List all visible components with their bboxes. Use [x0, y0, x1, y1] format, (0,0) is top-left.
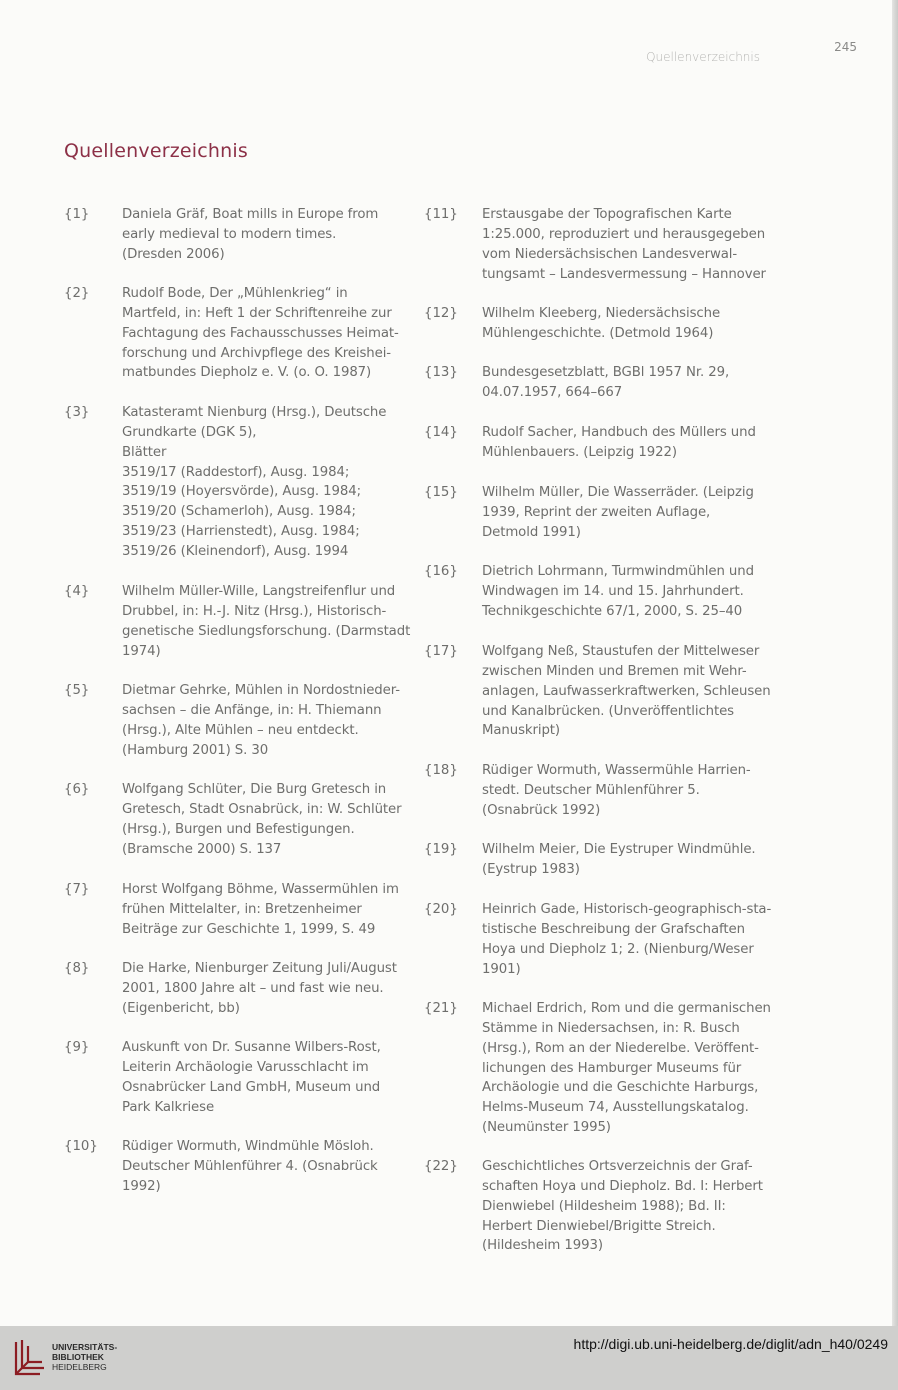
reference-text: Heinrich Gade, Historisch-geographisch-sta- tistische Beschreibung der Grafschaften Hoya und Diepholz 1; 2. (Nienburg/Weser 1901): [482, 902, 772, 977]
reference-number: {10}: [64, 1139, 98, 1154]
reference-number: {6}: [64, 782, 90, 797]
reference-number: {16}: [424, 564, 458, 579]
reference-number: {21}: [424, 1001, 458, 1016]
reference-text: Wilhelm Kleeberg, Niedersächsische Mühlengeschichte. (Detmold 1964): [482, 306, 721, 341]
reference-text: Rudolf Sacher, Handbuch des Müllers und Mühlenbauers. (Leipzig 1922): [482, 425, 756, 460]
reference-text: Rüdiger Wormuth, Wassermühle Harrien- stedt. Deutscher Mühlenführer 5. (Osnabrück 1992): [482, 763, 751, 818]
logo-line: BIBLIOTHEK: [52, 1352, 104, 1362]
reference-text: Wilhelm Meier, Die Eystruper Windmühle. (Eystrup 1983): [482, 842, 756, 877]
reference-number: {13}: [424, 365, 458, 380]
reference-text: Wolfgang Schlüter, Die Burg Gretesch in Gretesch, Stadt Osnabrück, in: W. Schlüter (Hrsg.), Burgen und Befestigungen. (Bramsche 2000) S. 137: [122, 782, 402, 857]
reference-number: {2}: [64, 286, 90, 301]
logo-line: UNIVERSITÄTS-: [52, 1342, 118, 1352]
reference-text: Michael Erdrich, Rom und die germanischen Stämme in Niedersachsen, in: R. Busch (Hrsg.), Rom an der Niederelbe. Veröffent- lichungen des Hamburger Museums für Archäologie und die Geschichte Harburgs, Helms-Museum 74, Ausstellungskatalog. (Neumünster 1995): [482, 1001, 771, 1136]
reference-number: {1}: [64, 207, 90, 222]
reference-text: Wilhelm Müller, Die Wasserräder. (Leipzig 1939, Reprint der zweiten Auflage, Detmold 1991): [482, 485, 754, 540]
reference-number: {19}: [424, 842, 458, 857]
library-logo-text: [52, 1342, 117, 1372]
reference-text: Auskunft von Dr. Susanne Wilbers-Rost, Leiterin Archäologie Varusschlacht im Osnabrücker Land GmbH, Museum und Park Kalkriese: [122, 1040, 381, 1115]
running-head: Quellenverzeichnis: [646, 50, 760, 64]
reference-number: {18}: [424, 763, 458, 778]
reference-number: {14}: [424, 425, 458, 440]
page-number: 245: [834, 40, 857, 54]
library-logo-icon: [12, 1336, 46, 1380]
page-title: Quellenverzeichnis: [64, 140, 248, 162]
reference-number: {17}: [424, 644, 458, 659]
footer-bar: [0, 1326, 898, 1390]
reference-text: Rüdiger Wormuth, Windmühle Mösloh. Deutscher Mühlenführer 4. (Osnabrück 1992): [122, 1139, 378, 1194]
reference-number: {22}: [424, 1159, 458, 1174]
reference-text: Erstausgabe der Topografischen Karte 1:25.000, reproduziert und herausgegeben vom Niedersächsischen Landesverwal- tungsamt – Landesvermessung – Hannover: [482, 207, 766, 282]
reference-number: {5}: [64, 683, 90, 698]
reference-text: Daniela Gräf, Boat mills in Europe from early medieval to modern times. (Dresden 2006): [122, 207, 379, 262]
reference-text: Katasteramt Nienburg (Hrsg.), Deutsche Grundkarte (DGK 5), Blätter 3519/17 (Raddestorf), Ausg. 1984; 3519/19 (Hoyersvörde), Ausg. 1984; 3519/20 (Schamerloh), Ausg. 1984; 3519/23 (Harrienstedt), Ausg. 1984; 3519/26 (Kleinendorf), Ausg. 1994: [122, 405, 387, 559]
reference-text: Dietmar Gehrke, Mühlen in Nordostnieder- sachsen – die Anfänge, in: H. Thiemann (Hrsg.), Alte Mühlen – neu entdeckt. (Hamburg 2001) S. 30: [122, 683, 400, 758]
reference-number: {4}: [64, 584, 90, 599]
source-url[interactable]: http://digi.ub.uni-heidelberg.de/diglit/adn_h40/0249: [573, 1336, 888, 1352]
reference-number: {7}: [64, 882, 90, 897]
reference-text: Rudolf Bode, Der „Mühlenkrieg“ in Martfeld, in: Heft 1 der Schriftenreihe zur Fachtagung des Fachausschusses Heimat- forschung und Archivpflege des Kreishei- matbundes Diepholz e. V. (o. O. 1987): [122, 286, 399, 381]
reference-number: {11}: [424, 207, 458, 222]
reference-number: {9}: [64, 1040, 90, 1055]
reference-text: Horst Wolfgang Böhme, Wassermühlen im frühen Mittelalter, in: Bretzenheimer Beiträge zur Geschichte 1, 1999, S. 49: [122, 882, 399, 937]
page-edge: [892, 0, 898, 1326]
logo-line: HEIDELBERG: [52, 1362, 107, 1372]
reference-number: {3}: [64, 405, 90, 420]
reference-text: Wilhelm Müller-Wille, Langstreifenflur und Drubbel, in: H.-J. Nitz (Hrsg.), Historisch- genetische Siedlungsforschung. (Darmstadt 1974): [122, 584, 411, 659]
reference-number: {12}: [424, 306, 458, 321]
reference-text: Die Harke, Nienburger Zeitung Juli/August 2001, 1800 Jahre alt – und fast wie neu. (Eigenbericht, bb): [122, 961, 397, 1016]
reference-number: {20}: [424, 902, 458, 917]
reference-text: Wolfgang Neß, Staustufen der Mittelweser zwischen Minden und Bremen mit Wehr- anlagen, Laufwasserkraftwerken, Schleusen und Kanalbrücken. (Unveröffentlichtes Manuskript): [482, 644, 771, 739]
reference-text: Dietrich Lohrmann, Turmwindmühlen und Windwagen im 14. und 15. Jahrhundert. Technikgeschichte 67/1, 2000, S. 25–40: [482, 564, 754, 619]
reference-text: Bundesgesetzblatt, BGBl 1957 Nr. 29, 04.07.1957, 664–667: [482, 365, 730, 400]
reference-number: {15}: [424, 485, 458, 500]
reference-text: Geschichtliches Ortsverzeichnis der Graf- schaften Hoya und Diepholz. Bd. I: Herbert Dienwiebel (Hildesheim 1988); Bd. II: Herbert Dienwiebel/Brigitte Streich. (Hildesheim 1993): [482, 1159, 763, 1254]
reference-number: {8}: [64, 961, 90, 976]
